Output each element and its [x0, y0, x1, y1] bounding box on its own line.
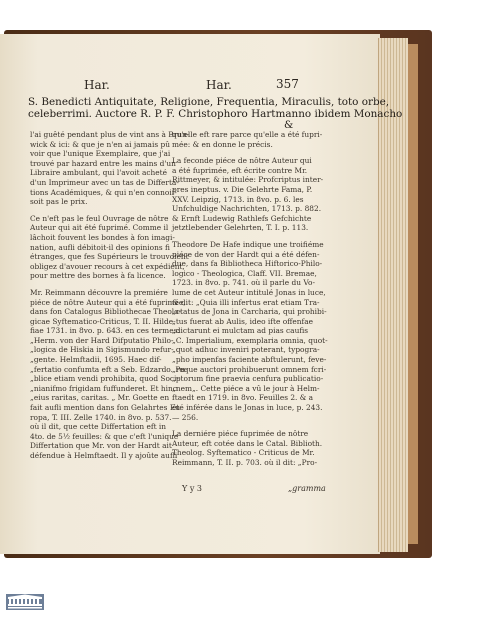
right-column-text-line: logico - Theologica, Claff. VII. Bremae, — [172, 268, 317, 278]
right-column-paragraph-gap — [172, 149, 322, 156]
right-column-text-line: jetztlebender Gelehrten, T. I. p. 113. — [172, 223, 309, 233]
left-column-text-line: trouvé par hazard entre les mains d'un — [30, 158, 176, 168]
right-column-text-line: Theodore De Hafe indique une troifiéme — [172, 239, 324, 249]
left-column-text-line: étranges, que fes Supérieurs le trouvoient — [30, 252, 189, 262]
right-column-text-line: „pho impenfas faciente abftulerunt, feve- — [172, 355, 327, 365]
left-column-text-line: „Herm. von der Hard Difputatio Philo- — [30, 335, 174, 345]
right-column-text-line: qu'elle eft rare parce qu'elle a été fupri- — [172, 130, 323, 139]
left-column-text-line: dans fon Catalogus Bibliothecae Theolo- — [30, 307, 182, 317]
right-column-text-line: a été fuprimée, eft écrite contre Mr. — [172, 165, 308, 175]
left-column-text-line: Auteur qui ait été fuprimé. Comme il — [30, 223, 169, 233]
left-column-text-line: wick & ici: & que je n'en ai jamais pû — [30, 139, 170, 149]
right-column-text-line: lume de cet Auteur intitulé Jonas in luce, — [172, 287, 326, 297]
right-column-text-line: XXV. Leipzig, 1713. in 8vo. p. 6. les — [172, 194, 304, 204]
left-column-text-line: Differtation que Mr. von der Hardt ait — [30, 441, 172, 451]
title-line-3: & — [284, 119, 294, 131]
right-column-text-line: due, dans fa Bibliotheca Hiftorico-Philo- — [172, 259, 323, 269]
right-column-text-line: „tus fuerat ab Aulis, ideo ifte offenfae — [172, 316, 314, 326]
left-column-text-line: „gente. Helmftadii, 1695. Haec dif- — [30, 355, 162, 365]
left-column-text-line: tions Académiques, & qui n'en connoif- — [30, 187, 177, 197]
signature-mark: Y y 3 — [182, 484, 202, 493]
right-column-text-line: „ctatus de Jona in Carcharia, qui prohibi- — [172, 307, 327, 317]
left-column-text-line: „fertatio confumta eft a Seb. Edzardo. Pu- — [30, 364, 188, 374]
right-column-text-line: mée: & en donne le précis. — [172, 139, 273, 149]
left-column-text-line: défendue à Helmftaedt. Il y ajoûte aufli — [30, 451, 178, 460]
right-column-paragraph-gap — [172, 422, 322, 429]
left-column-text-line: où il dit, que cette Differtation eft in — [30, 422, 167, 432]
footer-strip — [0, 590, 504, 618]
left-column-text-line: lâchoit fouvent les bondes à fon imagi- — [30, 232, 175, 242]
right-column-text-line: La feconde piéce de nôtre Auteur qui — [172, 156, 312, 166]
right-column-text-line: & Ernft Ludewig Rathlefs Gefchichte — [172, 213, 312, 223]
left-column-text-line: voir que l'unique Exemplaire, que j'ai — [30, 149, 171, 159]
right-text-column — [172, 130, 328, 468]
right-column-text-line: piéce de von der Hardt qui a été défen- — [172, 249, 320, 259]
right-column-text-line: — 256. — [172, 412, 199, 422]
left-column-text-line: Ce n'eft pas le feul Ouvrage de nôtre — [30, 213, 169, 223]
right-column-text-line: Auteur, eft cotée dans le Catal. Biblioth. — [172, 438, 323, 448]
left-column-text-line: „logica de Hiskia in Sigismundo refur- — [30, 345, 174, 355]
right-column-text-line: La derniére piéce fuprimée de nôtre — [172, 429, 309, 439]
left-column-text-line: d'un Imprimeur avec un tas de Differta- — [30, 177, 179, 187]
left-column-paragraph-gap — [30, 281, 158, 288]
right-column-text-line: été inférée dans le Jonas in luce, p. 243. — [172, 403, 323, 413]
title-line-1: S. Benedicti Antiquitate, Religione, Frequentia, Miraculis, toto orbe, — [28, 96, 390, 108]
right-column-text-line: „reque auctori prohibuerunt omnem fcri- — [172, 364, 327, 374]
right-column-text-line: & dit: „Quia illi infertus erat etiam Tra- — [172, 297, 320, 307]
right-column-text-line: 1723. in 8vo. p. 741. où il parle du Vo- — [172, 278, 315, 288]
title-line-2: celeberrimi. Auctore R. P. F. Christophoro Hartmanno ibidem Monacho — [28, 108, 403, 120]
left-column-text-line: „eius raritas, caritas. „ Mr. Goette en — [30, 393, 170, 403]
page-edge-shadow — [408, 44, 418, 544]
catchword: „gramma — [288, 484, 326, 493]
right-column-text-line: „quot adhuc inveniri poterant, typogra- — [172, 345, 320, 355]
left-column-text-line: fait aufli mention dans fon Gelahrtes Eu- — [30, 403, 183, 413]
left-column-text-line: gicae Syftematico-Criticus, T. II. Hilde- — [30, 316, 176, 326]
right-column-text-line: Reimmann, T. II. p. 703. où il dit: „Pro- — [172, 458, 318, 467]
right-column-text-line: ftaedt en 1719. in 8vo. Feuilles 2. & a — [172, 393, 314, 403]
right-column-text-line: „nem„. Cette piéce a vû le jour à Helm- — [172, 383, 320, 393]
left-column-text-line: Libraire ambulant, qui l'avoit acheté — [30, 168, 168, 178]
left-column-text-line: „nianifmo frigidam fuffunderet. Et hinc — [30, 383, 177, 393]
left-column-text-line: „blice etiam vendi prohibita, quod Soci- — [30, 374, 179, 384]
left-column-text-line: ropa, T. III. Zelle 1740. in 8vo. p. 537. — [30, 412, 172, 422]
left-column-text-line: obligez d'avouer recours à cet expédient, — [30, 261, 185, 271]
running-head-left: Har. — [84, 78, 110, 92]
left-column-paragraph-gap — [30, 207, 158, 214]
left-column-text-line: 4to. de 5½ feuilles: & que c'eft l'unique — [30, 431, 179, 441]
left-column-text-line: piéce de nôtre Auteur qui a été fuprimée, — [30, 297, 186, 307]
left-column-text-line: nation, aufli débitoit-il des opinions fi — [30, 242, 170, 252]
left-column-text-line: soit pas le prix. — [30, 197, 88, 207]
library-logo-icon — [6, 594, 44, 610]
left-column-text-line: pour mettre des bornes à fa licence. — [30, 271, 166, 281]
left-column-text-line: l'ai guêté pendant plus de vint ans à Brun- — [30, 130, 190, 139]
right-column-text-line: Unfchuldige Nachrichten, 1713. p. 882. — [172, 204, 322, 214]
right-column-text-line: „ptorum fine praevia cenfura publicatio- — [172, 374, 324, 384]
right-column-paragraph-gap — [172, 233, 322, 240]
left-column-text-line: fiae 1731. in 8vo. p. 643. en ces termes: — [30, 326, 180, 336]
left-column-text-line: Mr. Reimmann découvre la premiére — [30, 287, 168, 297]
right-column-text-line: Rittmeyer, & intitulée: Profcriptus inter- — [172, 175, 324, 185]
right-column-text-line: „C. Imperialium, exemplaria omnia, quot- — [172, 335, 328, 345]
right-column-text-line: pres ineptus. v. Die Gelehrte Fama, P. — [172, 184, 313, 194]
page-number: 357 — [276, 77, 299, 91]
right-column-text-line: Theolog. Syftematico - Criticus de Mr. — [172, 448, 315, 458]
right-column-text-line: „dictarunt ei mulctam ad pias caufis — [172, 326, 309, 336]
running-head-center: Har. — [206, 78, 232, 92]
